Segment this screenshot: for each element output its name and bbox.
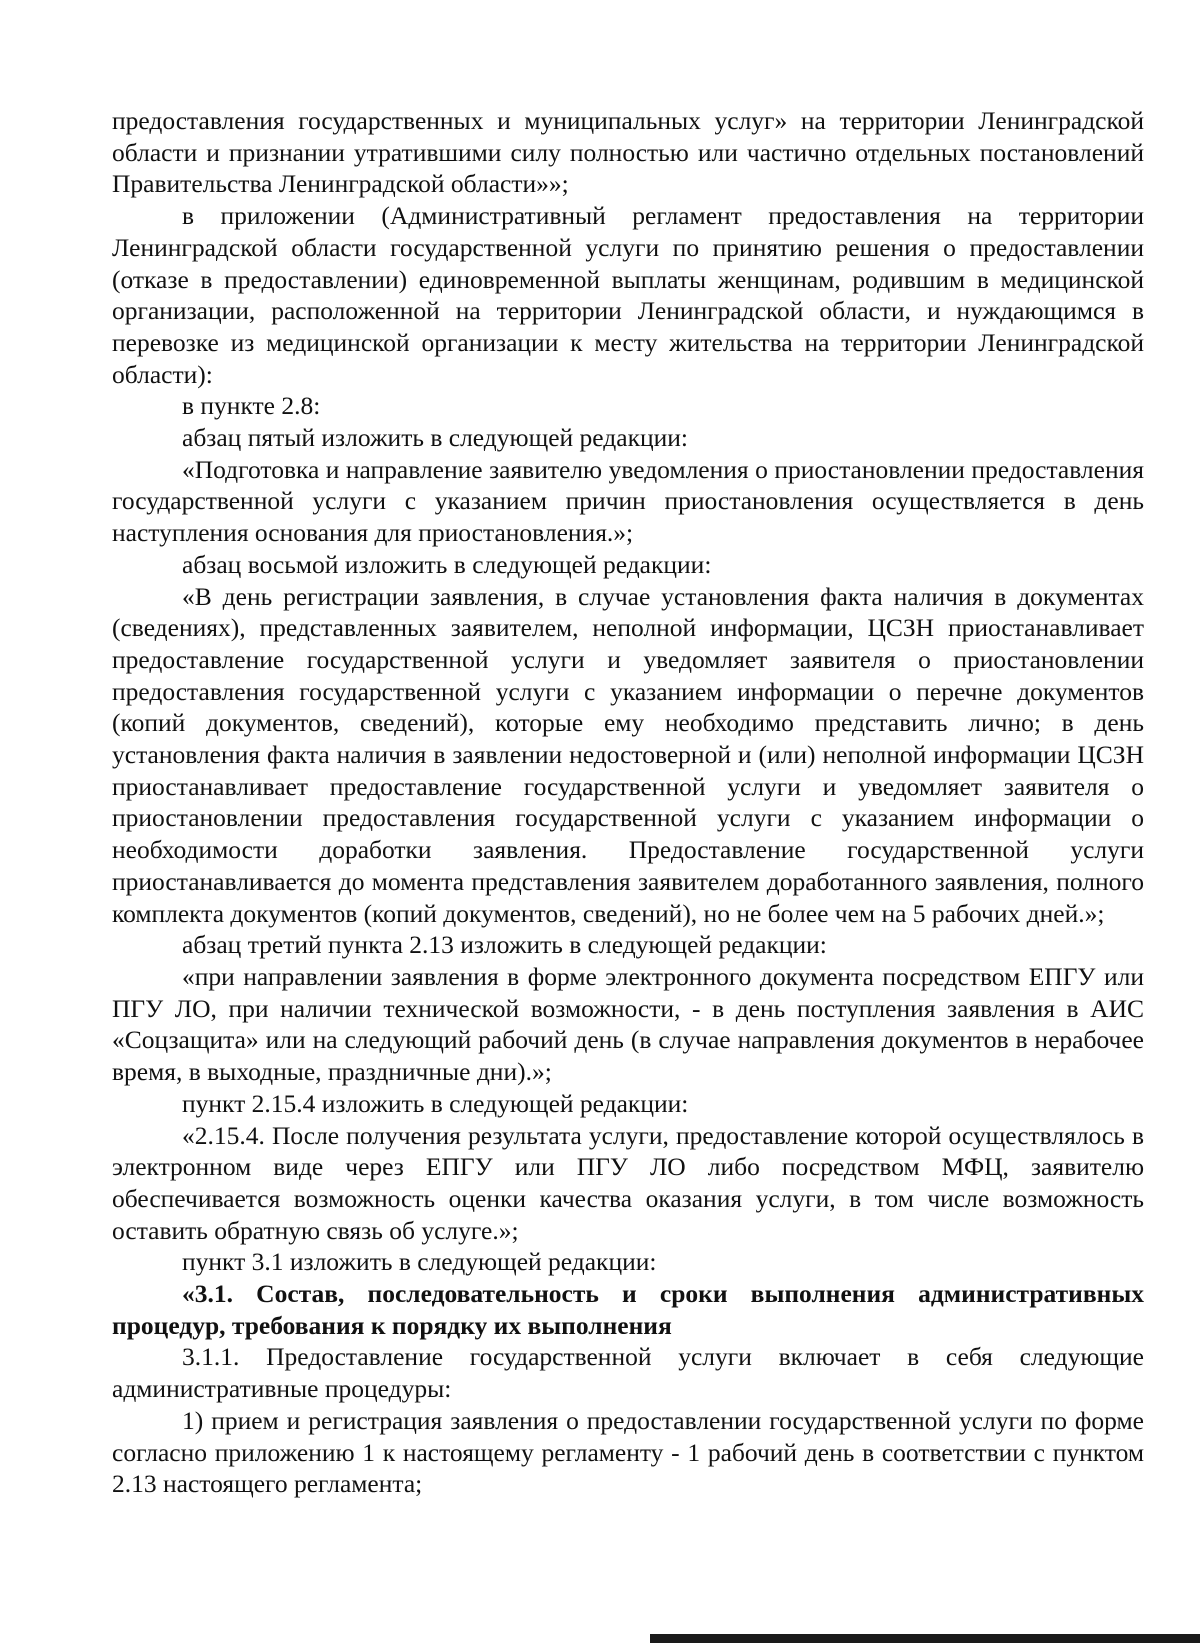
paragraph-quote-2-15-4: «2.15.4. После получения результата услуги, предоставление которой осуществлялось в электронном виде через ЕПГУ или ПГУ ЛО либо посредством МФЦ, заявителю обеспечивается возможность оценки качества оказания услуги, в том числе возможность оставить обратную связь об услуге.»;	[112, 1120, 1144, 1245]
paragraph-point-2-15-4: пункт 2.15.4 изложить в следующей редакции:	[182, 1088, 689, 1118]
paragraph-appendix-intro: в приложении (Административный регламент предоставления на территории Ленинградской области государственной услуги по принятию решения о предоставлении (отказе в предоставлении) единовременной выплаты женщинам, родившим в медицинской организации, расположенной на территории Ленинградской области, и нуждающимся в перевозке из медицинской организации к месту жительства на территории Ленинградской области):	[112, 201, 1144, 389]
paragraph-eighth-abzac: абзац восьмой изложить в следующей редакции:	[182, 549, 712, 579]
document-body	[112, 105, 1144, 1500]
paragraph-quote-registration-day: «В день регистрации заявления, в случае установления факта наличия в документах (сведениях), представленных заявителем, неполной информации, ЦСЗН приостанавливает предоставление государственной услуги и уведомляет заявителя о приостановлении предоставления государственной услуги с указанием информации о перечне документов (копий документов, сведений), которые ему необходимо представить лично; в день установления факта наличия в заявлении недостоверной и (или) неполной информации ЦСЗН приостанавливает предоставление государственной услуги и уведомляет заявителя о приостановлении предоставления государственной услуги с указанием информации о необходимости доработки заявления. Предоставление государственной услуги приостанавливается до момента представления заявителем доработанного заявления, полного комплекта документов (копий документов, сведений), но не более чем на 5 рабочих дней.»;	[112, 581, 1144, 928]
paragraph-quote-electronic: «при направлении заявления в форме электронного документа посредством ЕПГУ или ПГУ ЛО, при наличии технической возможности, - в день поступления заявления в АИС «Соцзащита» или на следующий рабочий день (в случае направления документов в нерабочее время, в выходные, праздничные дни).»;	[112, 961, 1144, 1087]
paragraph-third-abzac-2-13: абзац третий пункта 2.13 изложить в следующей редакции:	[182, 930, 827, 960]
paragraph-fifth-abzac: абзац пятый изложить в следующей редакции:	[182, 423, 688, 453]
scan-bottom-edge	[650, 1634, 1200, 1643]
paragraph-quote-preparation: «Подготовка и направление заявителю уведомления о приостановлении предоставления государственной услуги с указанием причин приостановления осуществляется в день наступления основания для приостановления.»;	[112, 454, 1144, 548]
paragraph-point-2-8: в пункте 2.8:	[182, 391, 321, 421]
paragraph-3-1-1: 3.1.1. Предоставление государственной услуги включает в себя следующие административные процедуры:	[112, 1342, 1144, 1404]
section-heading-3-1: «3.1. Состав, последовательность и сроки выполнения административных процедур, требования к порядку их выполнения	[112, 1279, 1144, 1340]
paragraph-continuation: предоставления государственных и муниципальных услуг» на территории Ленинградской области и признании утратившими силу полностью или частично отдельных постановлений Правительства Ленинградской области»»;	[112, 106, 1144, 199]
paragraph-procedure-1: 1) прием и регистрация заявления о предоставлении государственной услуги по форме согласно приложению 1 к настоящему регламенту - 1 рабочий день в соответствии с пунктом 2.13 настоящего регламента;	[112, 1405, 1144, 1499]
paragraph-point-3-1: пункт 3.1 изложить в следующей редакции:	[182, 1247, 657, 1277]
